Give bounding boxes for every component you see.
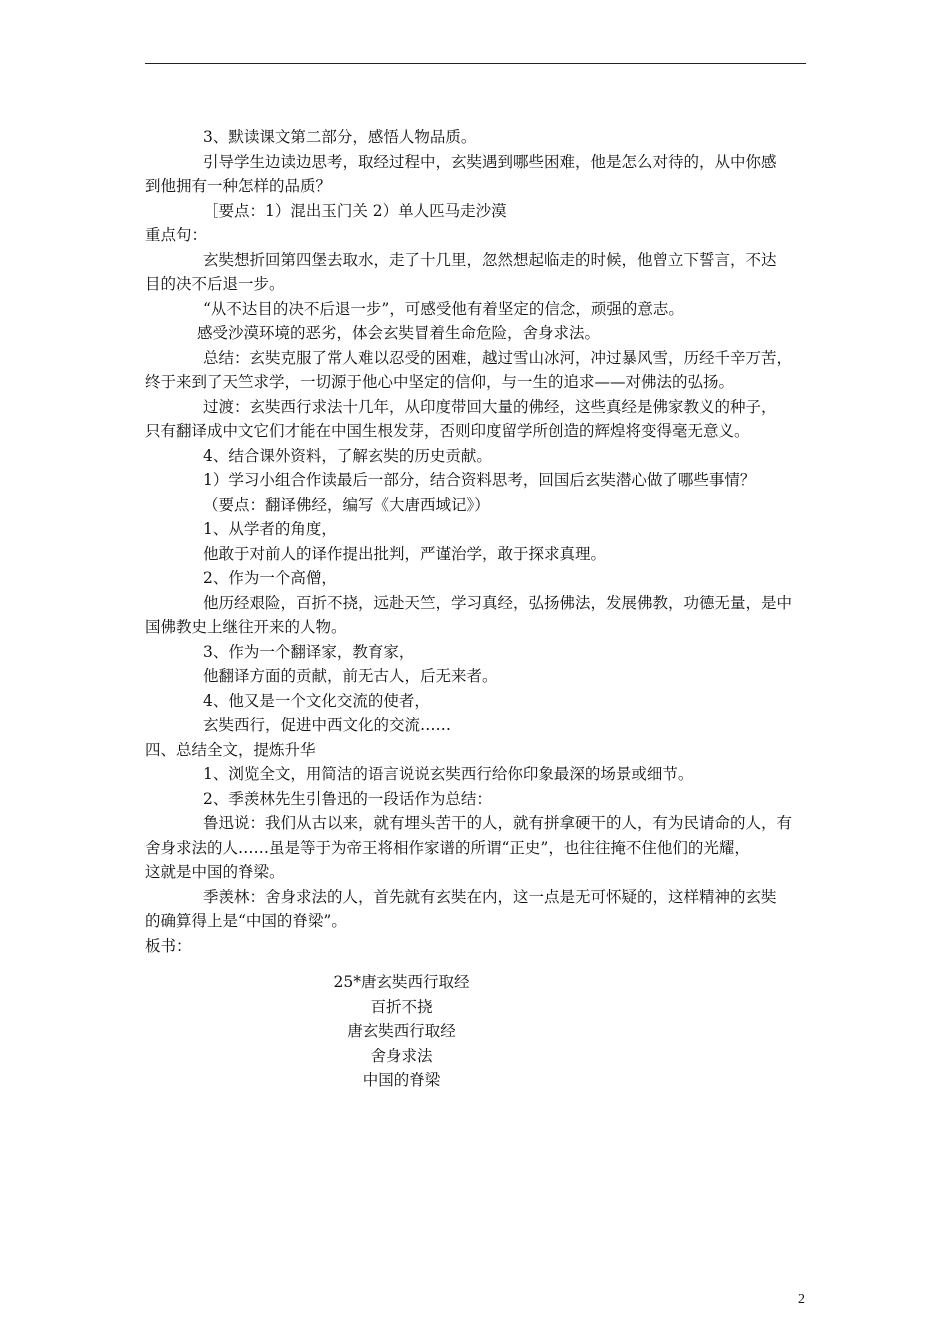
- text-line: 这就是中国的脊梁。: [145, 863, 285, 881]
- board-line: 中国的脊梁: [362, 1071, 441, 1089]
- document-body: [145, 125, 815, 1093]
- text-line: 目的决不后退一步。: [145, 275, 285, 293]
- text-line: 季羡林：舍身求法的人，首先就有玄奘在内，这一点是无可怀疑的，这样精神的玄奘: [203, 887, 777, 906]
- text-line: 他翻译方面的贡献，前无古人，后无来者。: [203, 667, 498, 685]
- text-line: 四、总结全文，提炼升华: [145, 740, 316, 759]
- text-line: 他敢于对前人的译作提出批判，严谨治学，敢于探求真理。: [203, 544, 607, 563]
- text-line: ［要点：1）混出玉门关 2）单人匹马走沙漠: [203, 201, 507, 220]
- text-line: 国佛教史上继往开来的人物。: [145, 618, 347, 636]
- text-line: 3、默读课文第二部分，感悟人物品质。: [203, 128, 477, 146]
- page-number: 2: [798, 1292, 805, 1307]
- text-line: 玄奘西行，促进中西文化的交流……: [203, 716, 452, 734]
- text-line: 重点句：: [145, 226, 208, 244]
- text-line: 只有翻译成中文它们才能在中国生根发芽，否则印度留学所创造的辉煌将变得毫无意义。: [145, 422, 750, 440]
- text-line: 1、从学者的角度，: [203, 520, 337, 538]
- text-line: （要点：翻译佛经，编写《大唐西域记》）: [203, 495, 490, 514]
- text-line: “从不达目的决不后退一步”，可感受他有着坚定的信念，顽强的意志。: [203, 299, 684, 318]
- text-line: 1）学习小组合作读最后一部分，结合资料思考，回国后玄奘潜心做了哪些事情？: [203, 471, 756, 489]
- paragraph-lines: [145, 125, 815, 958]
- text-line: 2、季羡林先生引鲁迅的一段话作为总结：: [203, 789, 492, 808]
- text-line: 舍身求法的人……虽是等于为帝王将相作家谱的所谓“正史”，也往往掩不住他们的光耀，: [145, 838, 750, 857]
- text-line: 他历经艰险，百折不挠，远赴天竺，学习真经，弘扬佛法，发展佛教，功德无量，是中: [203, 593, 793, 612]
- text-line: 感受沙漠环境的恶劣，体会玄奘冒着生命危险，舍身求法。: [197, 324, 601, 342]
- text-line: 4、他又是一个文化交流的使者，: [203, 691, 430, 710]
- board-line: 百折不挠: [370, 997, 433, 1016]
- text-line: 到他拥有一种怎样的品质？: [145, 177, 332, 195]
- header-rule: [145, 63, 806, 64]
- blackboard-outline: [145, 970, 815, 1093]
- text-line: 3、作为一个翻译家，教育家，: [203, 642, 415, 661]
- board-line: 舍身求法: [370, 1046, 433, 1065]
- text-line: 1、浏览全文，用简洁的语言说说玄奘西行给你印象最深的场景或细节。: [203, 765, 694, 783]
- text-line: 2、作为一个高僧，: [203, 569, 337, 587]
- text-line: 总结：玄奘克服了常人难以忍受的困难，越过雪山冰河，冲过暴风雪，历经千辛万苦，: [203, 348, 793, 367]
- text-line: 4、结合课外资料，了解玄奘的历史贡献。: [203, 446, 492, 465]
- text-line: 终于来到了天竺求学，一切源于他心中坚定的信仰，与一生的追求——对佛法的弘扬。: [145, 373, 735, 391]
- board-line: 25*唐玄奘西行取经: [333, 973, 470, 991]
- text-line: 板书：: [145, 936, 192, 955]
- text-line: 过渡：玄奘西行求法十几年，从印度带回大量的佛经，这些真经是佛家教义的种子，: [203, 397, 777, 416]
- text-line: 鲁迅说：我们从古以来，就有埋头苦干的人，就有拼拿硬干的人，有为民请命的人，有: [203, 814, 793, 832]
- text-line: 的确算得上是“中国的脊梁”。: [145, 912, 347, 930]
- text-line: 引导学生边读边思考，取经过程中，玄奘遇到哪些困难，他是怎么对待的，从中你感: [203, 152, 777, 171]
- text-line: 玄奘想折回第四堡去取水，走了十几里，忽然想起临走的时候，他曾立下誓言，不达: [203, 250, 777, 269]
- board-line: 唐玄奘西行取经: [347, 1022, 456, 1040]
